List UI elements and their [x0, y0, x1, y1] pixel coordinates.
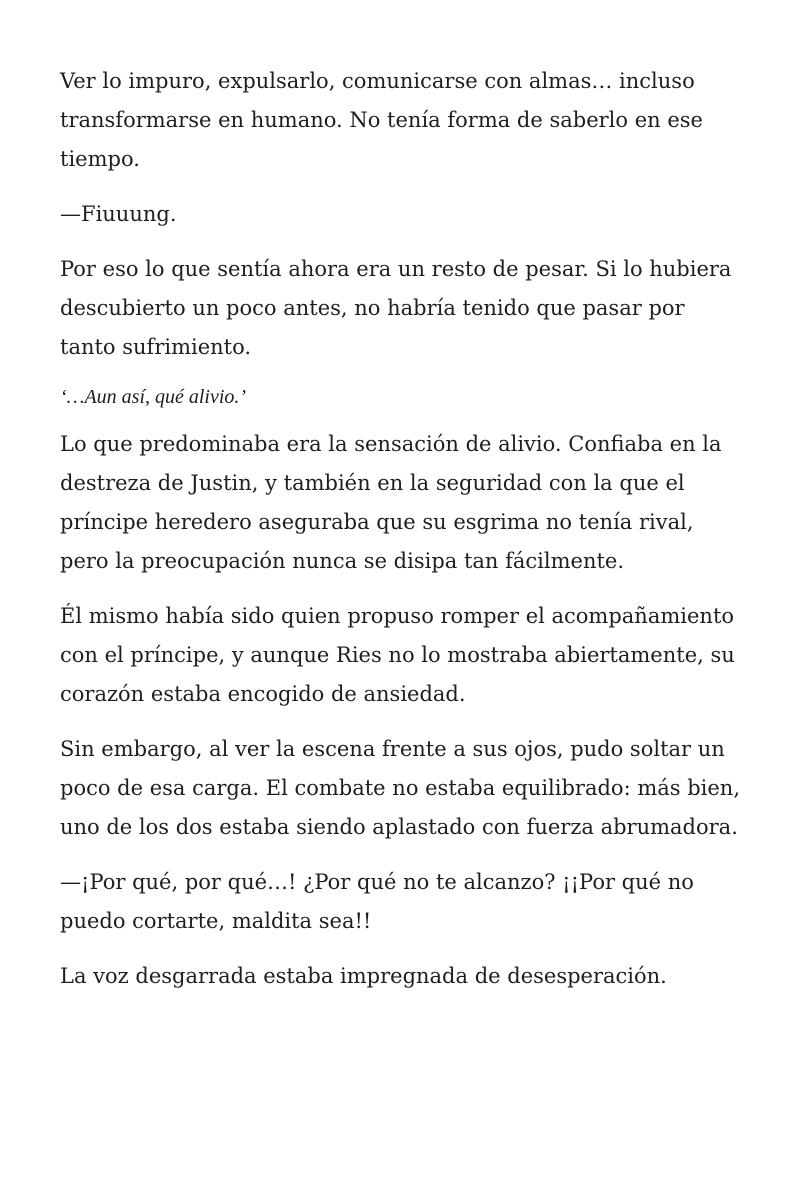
paragraph-1: Ver lo impuro, expulsarlo, comunicarse con almas… incluso transformarse en humano. No tenía forma de saberlo en ese tiempo.	[60, 69, 703, 171]
dialogue-line: —¡Por qué, por qué…! ¿Por qué no te alcanzo? ¡¡Por qué no puedo cortarte, maldita sea!!	[60, 870, 694, 933]
inner-thought: ‘…Aun así, qué alivio.’	[60, 386, 247, 408]
paragraph-4: Él mismo había sido quien propuso romper el acompañamiento con el príncipe, y aunque Ries no lo mostraba abiertamente, su corazón estaba encogido de ansiedad.	[60, 604, 735, 706]
paragraph-5: Sin embargo, al ver la escena frente a sus ojos, pudo soltar un poco de esa carga. El combate no estaba equilibrado: más bien, uno de los dos estaba siendo aplastado con fuerza abrumadora.	[60, 737, 740, 839]
paragraph-6: La voz desgarrada estaba impregnada de desesperación.	[60, 964, 667, 988]
paragraph-2: Por eso lo que sentía ahora era un resto de pesar. Si lo hubiera descubierto un poco antes, no habría tenido que pasar por tanto sufrimiento.	[60, 257, 732, 359]
dialogue-sound: —Fiuuung.	[60, 202, 177, 226]
paragraph-3: Lo que predominaba era la sensación de alivio. Confiaba en la destreza de Justin, y también en la seguridad con la que el príncipe heredero aseguraba que su esgrima no tenía rival, pero la preocupación nunca se disipa tan fácilmente.	[60, 432, 722, 573]
